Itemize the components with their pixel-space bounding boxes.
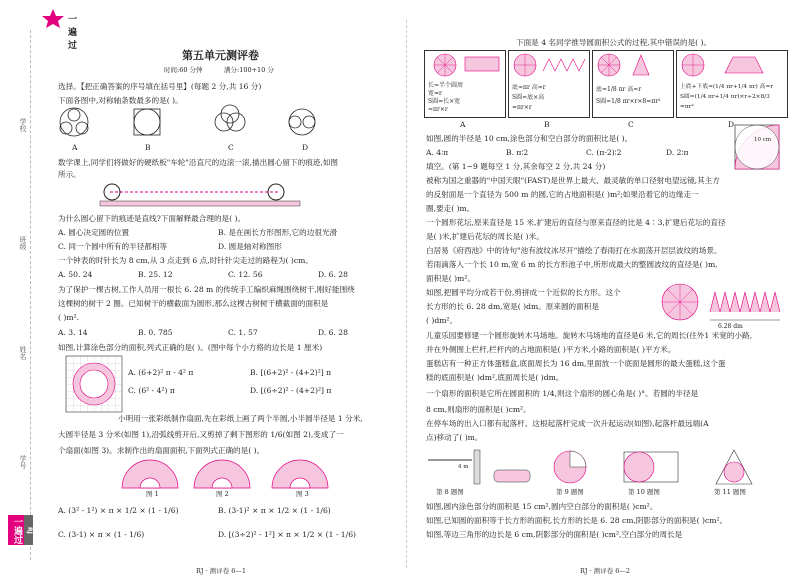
q7-label-a: A	[460, 120, 466, 129]
fill-11: 如图,等边三角形的边长是 6 cm,阴影部分的面积是( )cm²,空白部分的周长是	[426, 530, 683, 539]
side-badge: RJ	[24, 515, 33, 545]
right-footer: RJ · 测评卷 6—2	[580, 567, 631, 575]
q1-figures	[56, 106, 396, 152]
q5-option-a: A. (6+2)² π - 4² π	[128, 368, 194, 377]
question-1: 下面各图中,对称轴条数最多的是( )。	[58, 96, 183, 105]
q5-option-d: D. [(6÷2)² - (4+2)²] π	[250, 386, 332, 395]
fill-1-line2: 的反射面是一个直径为 500 m 的圆,它的占地面积是( )m²;如果沿着它的边缘走一	[426, 190, 699, 199]
question-3: 一个钟表的时针长为 8 cm,从 3 点走到 6 点,时针针尖走过的路程为( )cm。	[58, 256, 313, 265]
q7-box-d: 上底+下底≈(1/4 πr+1/4 πr) 高≈r S圆≈(1/4 πr+1/4 πr)×r÷2×8/3 =πr²	[676, 50, 788, 118]
cut-line	[30, 30, 31, 560]
section-choice-heading: 选择。【把正确答案的序号填在括号里】(每题 2 分,共 16 分)	[58, 82, 262, 91]
q7-box-b: 底≈πr 高≈r S圆≈底×高 =πr×r	[508, 50, 590, 118]
q4-option-c: C. 1. 57	[228, 328, 258, 337]
q6-option-b: B. (3-1)² × π × 1/2 × (1 - 1/6)	[218, 506, 331, 515]
fill-1-line3: 圈,要走( )m。	[426, 204, 475, 213]
question-8: 如图,圆的半径是 10 cm,涂色部分和空白部分的面积比是( )。	[426, 134, 633, 143]
q3-option-b: B. 25. 12	[138, 270, 173, 279]
star-icon	[40, 8, 66, 28]
q2-option-c: C. 同一个圆中所有的半径都相等	[58, 242, 168, 251]
q6-option-a: A. (3² - 1²) × π × 1/2 × (1 - 1/6)	[58, 506, 179, 515]
fill-2-line2: 是( )米,扩建后花坛的周长是( )米。	[426, 232, 544, 241]
exam-score: 满分:100+10 分	[224, 66, 274, 74]
q7-box-c: 底≈1/8 πr 高≈r S圆≈1/8 πr×r×8=πr²	[592, 50, 674, 118]
q4-option-d: D. 6. 28	[318, 328, 348, 337]
q8-figure	[734, 124, 780, 170]
q1-label-a: A	[72, 143, 78, 152]
question-4-line3: ( )m².	[58, 313, 79, 322]
q8-option-a: A. 4∶π	[426, 148, 449, 157]
fill-8-11-figures	[424, 446, 784, 488]
q8-option-d: D. 2∶π	[666, 148, 689, 157]
question-5: 如图,计算涂色部分的面积,列式正确的是( )。(图中每个小方格的边长是 1 厘米)	[58, 343, 323, 352]
fill-4-line3: ( )dm²。	[426, 316, 458, 325]
q2-option-b: B. 是在画长方形图形,它的边很光滑	[218, 228, 338, 237]
q4-option-b: B. 0. 785	[138, 328, 173, 337]
fill-3-line1: 白居易《府西池》中的诗句"池有波纹冰尽开"描绘了春雨打在水面荡开层层波纹的场景。	[426, 246, 722, 255]
fill-9-caption: 第 9 题图	[556, 488, 584, 496]
fill-8-line1: 在停车场的出入口都有起落杆。这根起落杆完成一次升起运动(如图),起落杆最远端(A	[426, 419, 709, 428]
left-footer: RJ · 测评卷 6—1	[196, 567, 247, 575]
q8-option-b: B. π∶2	[506, 148, 529, 157]
fill-8-length-label: 4 m	[458, 464, 469, 470]
page-divider	[406, 20, 407, 568]
q7-label-d: D	[728, 120, 735, 129]
fill-10-caption: 第 10 题图	[628, 488, 660, 496]
fill-11-caption: 第 11 题图	[714, 488, 746, 496]
question-2-line1: 数学课上,同学们将做好的硬纸板"车轮"沿直尺的边滚一滚,描出圆心留下的痕迹,如图	[58, 158, 339, 167]
q5-option-b: B. [(6+2)² - (4+2)²] π	[250, 368, 332, 377]
q5-option-c: C. (6² - 4²) π	[128, 386, 175, 395]
q8-option-c: C. (π-2)∶2	[586, 148, 622, 157]
q1-label-c: C	[228, 143, 234, 152]
fig-2-label: 图 2	[216, 490, 229, 498]
q6-option-d: D. [(3÷2)² - 1²] × π × 1/2 × (1 - 1/6)	[218, 530, 356, 539]
fill-7-line2: 8 cm,则扇形的面积是( )cm²。	[426, 405, 531, 414]
question-4-line2: 这棵树的树干 2 圈。已知树干的横截面为圆形,那么这棵古树树干横截面的面积是	[58, 299, 329, 308]
question-4-line1: 为了保护一棵古树,工作人员用一根长 6. 28 m 的传统手工编织麻绳围绕树干,刚好能围绕	[58, 285, 355, 294]
question-7: 下面是 4 名同学推导圆面积公式的过程,其中错误的是( )。	[516, 38, 712, 47]
margin-number-label: 学号	[19, 455, 27, 469]
section-fill-heading: 填空。(第 1~9 题每空 1 分,其余每空 2 分,共 24 分)	[426, 162, 606, 171]
fig-1-label: 图 1	[146, 490, 159, 498]
exam-time: 时间:60 分钟	[164, 66, 203, 74]
fill-10: 如图,已知圆的面积等于长方形的面积,长方形的长是 6. 28 cm,阴影部分的面积是( )cm²。	[426, 516, 728, 525]
fill-4-length-label: 6.28 dm	[718, 323, 743, 330]
q2-option-a: A. 圆心决定圆的位置	[58, 228, 130, 237]
fill-4-line1: 如图,把圆平均分成若干份,剪拼成一个近似的长方形。这个	[426, 288, 621, 297]
fill-3-line2: 若雨滴落入一个长 10 m,宽 6 m 的长方形池子中,所形成最大的整圆波纹的直径是( )m,	[426, 260, 718, 269]
fill-6-line2: 糕的底面积是( )dm²,底面周长是( )dm。	[426, 373, 564, 382]
fig-3-label: 图 3	[296, 490, 309, 498]
fill-1-line1: 被称为国之重器的"中国天眼"(FAST)是世界上最大、最灵敏的单口径射电望远镜,其主方	[426, 176, 720, 185]
question-2-line2: 所示。	[58, 170, 81, 179]
q6-option-c: C. (3-1) × π × (1 - 1/6)	[58, 530, 145, 539]
question-6-line3: 个扇面(如图 3)。求制作出的扇面面积,下面列式正确的是( )。	[58, 446, 265, 455]
q7-label-b: B	[544, 120, 550, 129]
fill-3-line3: 面积是( )m²。	[426, 274, 475, 283]
q1-label-b: B	[145, 143, 151, 152]
fill-5-line1: 儿童乐园要修建一个圆形旋转木马场地。旋转木马场地的直径是6 米,它的周长(往外1 米宽的小路,	[426, 331, 753, 340]
fill-8-caption: 第 8 题图	[436, 488, 464, 496]
q1-label-d: D	[302, 143, 309, 152]
question-2-line3: 为什么圆心留下的痕迹是直线?下面解释最合理的是( )。	[58, 214, 246, 223]
wheel-ruler-figure	[100, 182, 340, 212]
q8-radius-label: 10 cm	[754, 137, 772, 143]
question-6-line1: 小明用一张彩纸制作扇面,先在彩纸上画了两个半圆,小半圆半径是 1 分米,	[118, 414, 363, 423]
q3-option-c: C. 12. 56	[228, 270, 263, 279]
question-6-line2: 大圆半径是 3 分米(如图 1),沿弧线剪开后,又剪掉了剩下图形的 1/6(如图 2),变成了一	[58, 430, 344, 439]
q7-label-c: C	[628, 120, 634, 129]
margin-school-label: 学校	[19, 118, 27, 132]
fill-4-line2: 长方形的长 6. 28 dm,宽是( )dm。原来圆的面积是	[426, 302, 599, 311]
fill-8-line2: 点)移动了( )m。	[426, 433, 483, 442]
fill-5-line2: 并在外侧围上栏杆,栏杆内的占地面积是( )平方米,小路的面积是( )平方米。	[426, 345, 676, 354]
q2-option-d: D. 圆是轴对称图形	[218, 242, 282, 251]
fill-6-line1: 蛋糕店有一种正方体蛋糕盒,底面周长为 16 dm,里面放一个底面是圆形的最大蛋糕,这个蛋	[426, 359, 726, 368]
q5-grid-figure	[66, 356, 122, 412]
page-title: 第五单元测评卷	[182, 49, 259, 62]
margin-name-label: 姓名	[19, 346, 27, 360]
q6-fan-figures	[112, 460, 352, 490]
q3-option-d: D. 6. 28	[318, 270, 348, 279]
q3-option-a: A. 50. 24	[58, 270, 93, 279]
q4-option-a: A. 3. 14	[58, 328, 88, 337]
fill-2-line1: 一个圆形花坛,原来直径是 15 米,扩建后的直径与原来直径的比是 4∶3,扩建后花坛的直径	[426, 218, 726, 227]
side-logo: 一遍过	[8, 515, 24, 545]
q7-box-a: 长≈半个圆周 宽=r S圆=长×宽 ≈πr×r	[424, 50, 506, 118]
binding-margin	[0, 0, 38, 588]
fill-9: 如图,圆内涂色部分的面积是 15 cm²,圆内空白部分的面积是( )cm²。	[426, 502, 658, 511]
fill-7-line1: 一个扇形的面积是它所在圆面积的 1/4,则这个扇形的圆心角是( )°。若圆的半径是	[426, 389, 699, 398]
margin-class-label: 班级	[19, 236, 27, 250]
